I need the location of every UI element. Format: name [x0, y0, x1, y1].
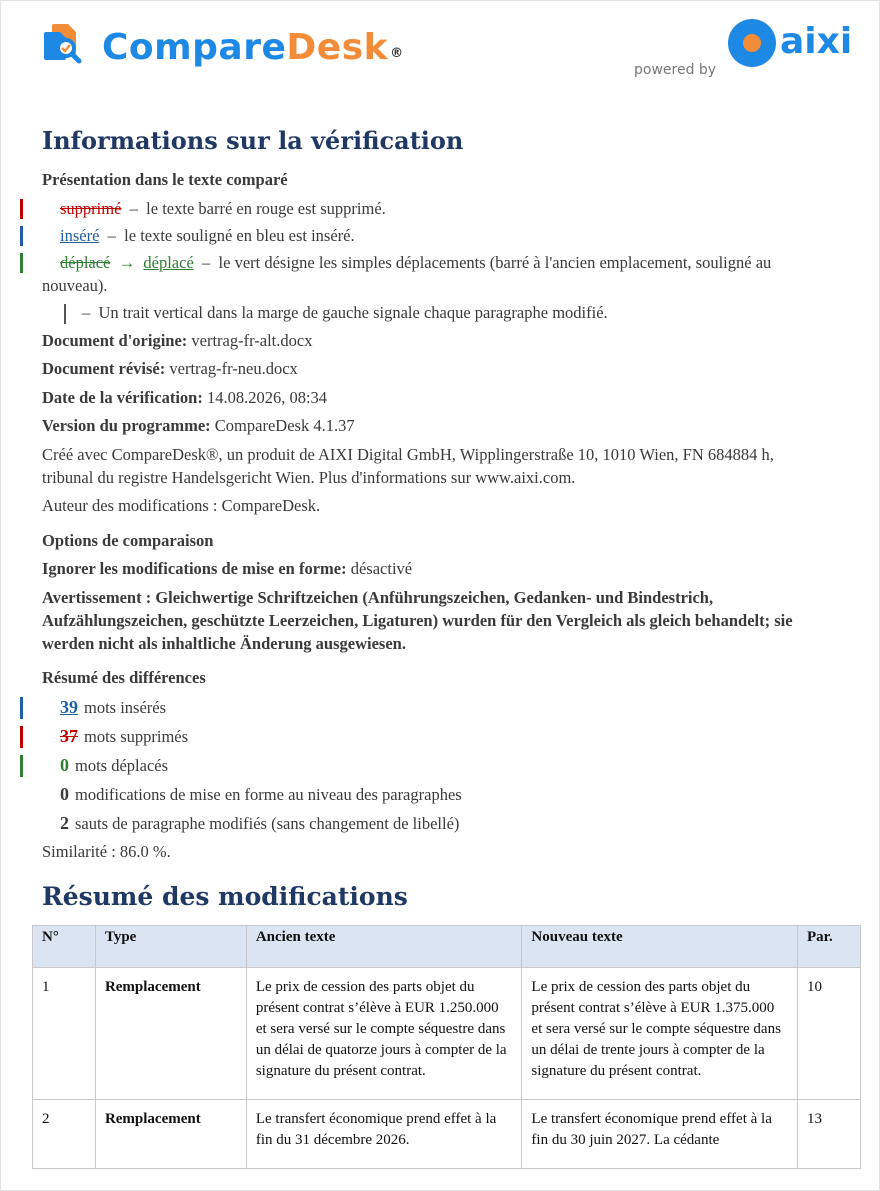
cell-number: 1 [33, 968, 96, 1100]
moved-count: 0 [60, 755, 69, 775]
deleted-count: 37 [60, 726, 78, 746]
legend-deleted: supprimé – le texte barré en rouge est supprimé. [60, 199, 386, 218]
brand-part1: Compare [102, 27, 287, 68]
powered-by-label: powered by [634, 62, 717, 78]
warning-line-2: Aufzählungszeichen, geschützte Leerzeichen, Ligaturen) wurden für den Vergleich als gleich behandelt; sie [42, 611, 793, 630]
deleted-margin-marker [20, 199, 23, 219]
col-header-paragraph: Par. [798, 926, 861, 968]
cell-old-text: Le transfert économique prend effet à la fin du 31 décembre 2026. [246, 1100, 522, 1169]
moved-margin-marker [20, 253, 23, 273]
summary-breaks: 2 sauts de paragraphe modifiés (sans changement de libellé) [60, 813, 460, 833]
similarity-line: Similarité : 86.0 %. [42, 842, 171, 861]
aixi-logo-text: aixi [780, 21, 853, 62]
credit-line-1: Créé avec CompareDesk®, un produit de AIXI Digital GmbH, Wipplingerstraße 10, 1010 Wien, FN 684884 h, [42, 445, 774, 464]
warning-line-1: Avertissement : Gleichwertige Schriftzeichen (Anführungszeichen, Gedanken- und Bindestrich, [42, 588, 714, 607]
inserted-count: 39 [60, 697, 78, 717]
inserted-margin-marker [20, 226, 23, 246]
verification-title: Informations sur la vérification [42, 126, 464, 155]
moved-to-sample: déplacé [143, 253, 194, 272]
credit-line-2: tribunal du registre Handelsgericht Wien. Plus d'informations sur www.aixi.com. [42, 468, 576, 487]
col-header-new-text: Nouveau texte [522, 926, 798, 968]
table-row [33, 1100, 861, 1169]
presentation-heading: Présentation dans le texte comparé [42, 170, 288, 189]
summary-heading: Résumé des différences [42, 668, 206, 687]
deleted-description: le texte barré en rouge est supprimé. [146, 199, 386, 218]
cell-new-text: Le prix de cession des parts objet du présent contrat s’élève à EUR 1.375.000 et sera versé sur le compte séquestre dans un délai de trente jours à compter de la signature du présent contrat. [522, 968, 798, 1100]
col-header-type: Type [95, 926, 246, 968]
warning-line-3: werden nicht als inhaltliche Änderung ausgewiesen. [42, 634, 406, 653]
inserted-count-marker [20, 697, 23, 719]
summary-inserted: 39 mots insérés [60, 697, 167, 717]
cell-old-text: Le prix de cession des parts objet du présent contrat s’élève à EUR 1.250.000 et sera versé sur le compte séquestre dans un délai de quatorze jours à compter de la signature du présent contrat. [246, 968, 522, 1100]
col-header-number: N° [33, 926, 96, 968]
legend-bar: – Un trait vertical dans la marge de gauche signale chaque paragraphe modifié. [64, 301, 864, 324]
bar-description: Un trait vertical dans la marge de gauche signale chaque paragraphe modifié. [98, 303, 608, 322]
format-option: Ignorer les modifications de mise en forme: désactivé [42, 559, 413, 578]
brand-registered-mark: ® [390, 46, 404, 61]
legend-moved: déplacé → déplacé – le vert désigne les simples déplacements (barré à l'ancien emplacement, souligné au [60, 253, 772, 272]
cell-new-text: Le transfert économique prend effet à la fin du 30 juin 2027. La cédante [522, 1100, 798, 1169]
modifications-table [32, 925, 861, 1169]
comparedesk-logo-icon [44, 20, 84, 64]
cell-type: Remplacement [95, 968, 246, 1100]
legend-inserted: inséré – le texte souligné en bleu est inséré. [60, 226, 355, 245]
format-count: 0 [60, 784, 69, 804]
deleted-count-marker [20, 726, 23, 748]
cell-paragraph: 13 [798, 1100, 861, 1169]
summary-deleted: 37 mots supprimés [60, 726, 189, 746]
brand-wordmark [102, 26, 404, 70]
deleted-sample: supprimé [60, 199, 122, 218]
modifications-title: Résumé des modifications [42, 882, 408, 911]
breaks-count: 2 [60, 813, 69, 833]
vertical-bar-sample [64, 304, 66, 324]
move-arrow-icon: → [118, 253, 136, 272]
moved-description-cont: nouveau). [42, 276, 108, 295]
moved-count-marker [20, 755, 23, 777]
cell-paragraph: 10 [798, 968, 861, 1100]
author-line: Auteur des modifications : CompareDesk. [42, 496, 321, 515]
table-header-row [33, 926, 861, 968]
inserted-sample: inséré [60, 226, 100, 245]
table-row [33, 968, 861, 1100]
moved-from-sample: déplacé [60, 253, 111, 272]
program-version: Version du programme: CompareDesk 4.1.37 [42, 416, 355, 435]
inserted-description: le texte souligné en bleu est inséré. [124, 226, 355, 245]
aixi-logo-icon [728, 19, 776, 67]
cell-type: Remplacement [95, 1100, 246, 1169]
brand-part2: Desk [286, 27, 389, 68]
col-header-old-text: Ancien texte [246, 926, 522, 968]
moved-description: le vert désigne les simples déplacements (barré à l'ancien emplacement, souligné au [218, 253, 772, 272]
summary-format: 0 modifications de mise en forme au niveau des paragraphes [60, 784, 462, 804]
verification-date: Date de la vérification: 14.08.2026, 08:34 [42, 388, 328, 407]
revised-document: Document révisé: vertrag-fr-neu.docx [42, 359, 298, 378]
options-heading: Options de comparaison [42, 531, 214, 550]
cell-number: 2 [33, 1100, 96, 1169]
summary-moved: 0 mots déplacés [60, 755, 169, 775]
original-document: Document d'origine: vertrag-fr-alt.docx [42, 331, 313, 350]
